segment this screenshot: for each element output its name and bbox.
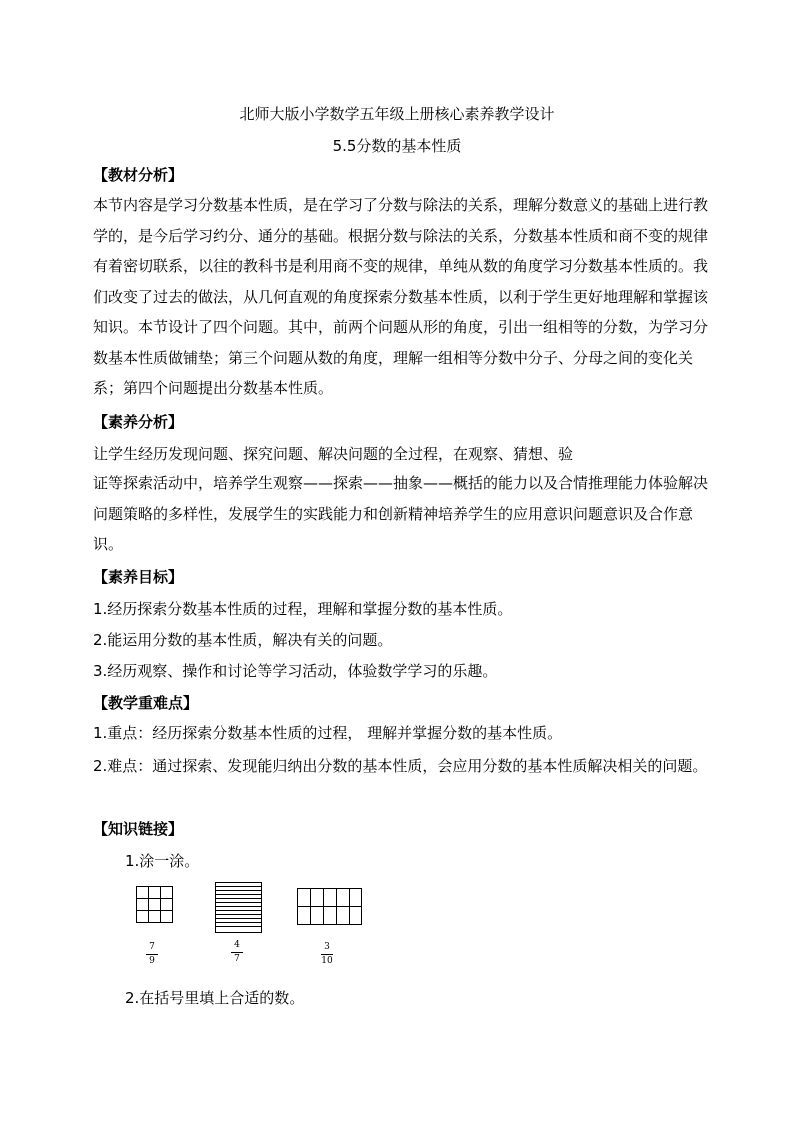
fraction-denominator: 7 bbox=[234, 954, 240, 964]
grid-5x2-figure bbox=[297, 888, 363, 926]
heading-knowledge-links: 【知识链接】 bbox=[93, 820, 184, 838]
fraction-numerator: 3 bbox=[324, 942, 330, 952]
goal-item: 1.经历探索分数基本性质的过程，理解和掌握分数的基本性质。 bbox=[93, 600, 513, 618]
task-color-in: 1.涂一涂。 bbox=[125, 852, 200, 870]
literacy-analysis-text: 证等探索活动中，培养学生观察——探索——抽象——概括的能力以及合情推理能力体验解决问题策略的多样性，发展学生的实践能力和创新精神培养学生的应用意识问题意识及合作意识。 bbox=[93, 474, 709, 553]
strip-figure bbox=[215, 882, 263, 934]
goal-item: 3.经历观察、操作和讨论等学习活动，体验数学学习的乐趣。 bbox=[93, 662, 498, 680]
key-point-difficulty: 2.难点：通过探索、发现能归纳出分数的基本性质，会应用分数的基本性质解决相关的问题。 bbox=[93, 757, 708, 775]
fraction-numerator: 4 bbox=[234, 940, 240, 950]
material-analysis-text: 本节内容是学习分数基本性质，是在学习了分数与除法的关系，理解分数意义的基础上进行教学的，是今后学习约分、通分的基础。根据分数与除法的关系，分数基本性质和商不变的规律有着密切联系，以往的教科书是利用商不变的规律，单纯从数的角度学习分数基本性质的。我们改变了过去的做法，从几何直观的角度探索分数基本性质，以利于学生更好地理解和掌握该知识。本节设计了四个问题。其中，前两个问题从形的角度，引出一组相等的分数，为学习分数基本性质做铺垫；第三个问题从数的角度，理解一组相等分数中分子、分母之间的变化关系；第四个问题提出分数基本性质。 bbox=[93, 196, 709, 397]
heading-material-analysis: 【教材分析】 bbox=[93, 166, 184, 184]
heading-key-points: 【教学重难点】 bbox=[93, 694, 199, 712]
fraction-denominator: 10 bbox=[321, 956, 333, 966]
task-fill-in-brackets: 2.在括号里填上合适的数。 bbox=[125, 989, 305, 1007]
grid-3x3-figure bbox=[136, 886, 174, 924]
fraction-label bbox=[315, 942, 339, 967]
fraction-label bbox=[225, 940, 249, 965]
lesson-title: 5.5分数的基本性质 bbox=[332, 137, 462, 155]
fraction-label bbox=[140, 942, 164, 967]
literacy-analysis-line1: 让学生经历发现问题、探究问题、解决问题的全过程，在观察、猜想、验 bbox=[93, 445, 574, 463]
heading-literacy-analysis: 【素养分析】 bbox=[93, 413, 184, 431]
document-title: 北师大版小学数学五年级上册核心素养教学设计 bbox=[239, 105, 555, 123]
heading-literacy-goals: 【素养目标】 bbox=[93, 568, 184, 586]
goal-item: 2.能运用分数的基本性质，解决有关的问题。 bbox=[93, 631, 393, 649]
fraction-denominator: 9 bbox=[149, 956, 155, 966]
fraction-numerator: 7 bbox=[149, 942, 155, 952]
key-point-focus: 1.重点：经历探索分数基本性质的过程， 理解并掌握分数的基本性质。 bbox=[93, 724, 563, 742]
